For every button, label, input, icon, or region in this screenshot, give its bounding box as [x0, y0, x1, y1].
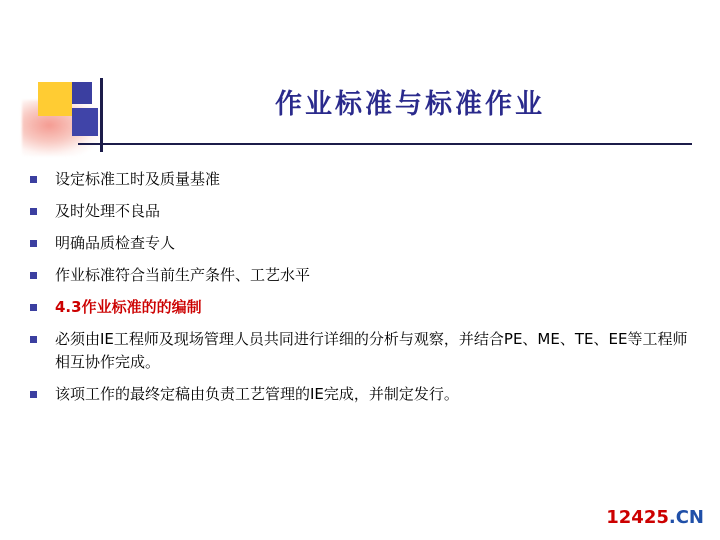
list-item-text: 4.3作业标准的的编制 [55, 298, 202, 316]
list-item [28, 383, 692, 406]
list-item-text: 必须由IE工程师及现场管理人员共同进行详细的分析与观察，并结合PE、ME、TE、EE等工程师相互协作完成。 [55, 330, 688, 371]
list-item [28, 264, 692, 287]
watermark-number: 12425 [606, 507, 669, 528]
square-bullet-icon [30, 336, 37, 343]
list-item-text: 作业标准符合当前生产条件、工艺水平 [55, 266, 311, 284]
list-item [28, 168, 692, 191]
list-item-text: 及时处理不良品 [55, 202, 161, 220]
list-item [28, 232, 692, 255]
square-bullet-icon [30, 176, 37, 183]
square-bullet-icon [30, 304, 37, 311]
list-item-highlighted [28, 296, 692, 319]
slide-title: 作业标准与标准作业 [275, 89, 545, 120]
title-horizontal-rule [78, 143, 692, 145]
ornament-blue-square-small [72, 82, 92, 104]
list-item-text: 该项工作的最终定稿由负责工艺管理的IE完成，并制定发行。 [55, 385, 459, 403]
ornament-blue-square-large [72, 108, 98, 136]
ornament-vertical-rule [100, 78, 103, 152]
ornament-yellow-square [38, 82, 72, 116]
square-bullet-icon [30, 272, 37, 279]
list-item-text: 设定标准工时及质量基准 [55, 170, 221, 188]
list-item [28, 200, 692, 223]
square-bullet-icon [30, 240, 37, 247]
list-item [28, 328, 692, 374]
bullet-list [28, 168, 692, 415]
square-bullet-icon [30, 208, 37, 215]
watermark [606, 507, 704, 528]
square-bullet-icon [30, 391, 37, 398]
list-item-text: 明确品质检查专人 [55, 234, 176, 252]
watermark-suffix: .CN [668, 507, 704, 528]
